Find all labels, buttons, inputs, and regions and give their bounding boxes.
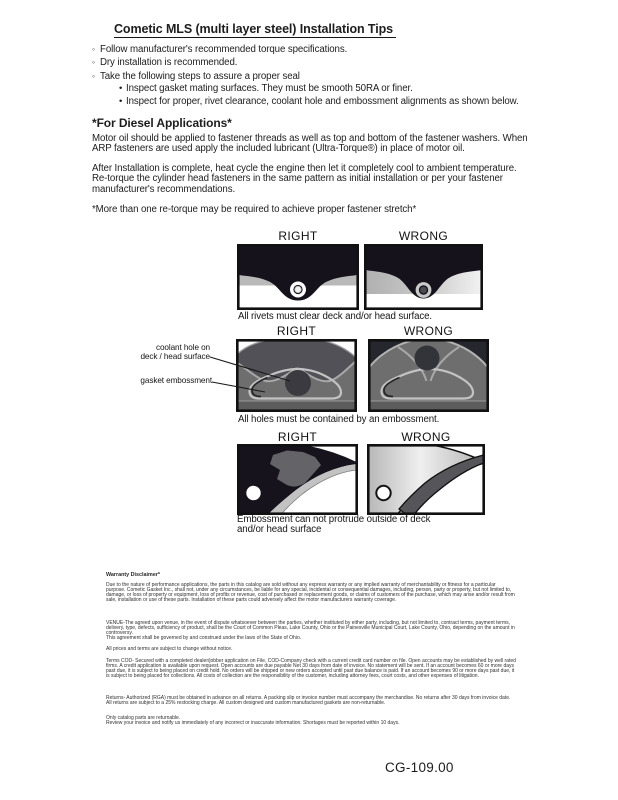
open-bullet-icon: ◦ [92, 57, 95, 68]
open-bullet-icon: ◦ [92, 70, 95, 81]
open-bullet-icon: ◦ [92, 44, 95, 54]
filled-bullet-icon: • [119, 95, 123, 107]
fig1-wrong-label: WRONG [398, 229, 449, 243]
list-item [92, 56, 552, 69]
fig1-right-label: RIGHT [278, 229, 318, 243]
warranty-disclaimer-heading: Warranty Disclaimer* [106, 572, 161, 578]
sub-list-item [92, 96, 552, 108]
fig1-right-diagram [237, 244, 359, 310]
bolt-hole [246, 486, 260, 500]
venue-paragraph: VENUE-The agreed upon venue, in the event of dispute whatsoever between the parties, whether instituted by either party, including, but not limited to, contract terms, payment terms, delivery, type, defects, sufficiency of product, shall be the Court of Common Pleas, Lake County, Ohio or the Painesville Municipal Court, Lake County, Ohio, depending on the amount in controversy. This agreement shall be governed by and construed under the laws of the State of Ohio. [106, 620, 515, 641]
fig1-caption: All rivets must clear deck and/or head surface. [238, 311, 432, 322]
fig3-right-diagram [237, 444, 358, 515]
fig3-caption: Embossment can not protrude outside of deck and/or head surface [237, 514, 431, 536]
diesel-paragraph-2: After Installation is complete, heat cycle the engine then let it completely cool to ambient temperature. Re-torque the cylinder head fasteners in the same pattern as initial installation or per your fastener manufacturer's recommendations. [92, 163, 517, 195]
fig1-wrong-diagram [364, 244, 483, 310]
embossment-protrusion-wrong-art [367, 444, 485, 515]
installation-tips-list [92, 43, 552, 108]
list-item-text: Inspect for proper, rivet clearance, coolant hole and embossment alignments as shown below. [126, 95, 519, 107]
embossment-protrusion-right-art [237, 444, 358, 515]
gasket-embossment-annotation: gasket embossment [140, 376, 212, 385]
prices-paragraph: All prices and terms are subject to change without notice. [106, 646, 233, 652]
list-item-text: Dry installation is recommended. [100, 57, 238, 69]
list-item-text: Follow manufacturer's recommended torque specifications. [100, 44, 348, 55]
coolant-hole-annotation: coolant hole on deck / head surface [140, 343, 210, 362]
fig3-wrong-label: WRONG [401, 430, 451, 444]
fig2-wrong-diagram [368, 339, 489, 412]
coolant-hole [415, 346, 440, 371]
rivet-clearance-wrong-art [364, 244, 483, 310]
bolt-hole [376, 486, 390, 500]
sub-list-item [92, 83, 552, 95]
list-item [92, 70, 552, 83]
terms-paragraph: Terms COD- Secured with a completed dealer/jobber application on File, COD-Company check with a current credit card number on file. Open accounts may be established by well rated firms. A credit application is available upon request. Open accounts are due payable Net 30 days from date of invoice. No statement will be sent. If an account becomes 60 or more days past due, it is subject to being placed on credit hold. No orders will be shipped or new orders accepted until past due balance is paid. If an account becomes 90 or more days past due, it is subject to being placed for collections. All costs of collection are the responsibility of the customer, including attorney fees, court costs, and other expenses of litigation. [106, 658, 516, 679]
page-title: Cometic MLS (multi layer steel) Installation Tips [114, 22, 396, 38]
catalog-returns-paragraph: Only catalog parts are returnable. Review your invoice and notify us immediately of any incorrect or inaccurate information. Shortages must be reported within 10 days. [106, 715, 400, 726]
list-item-text: Inspect gasket mating surfaces. They must be smooth 50RA or finer. [126, 83, 413, 95]
retorque-note: *More than one re-torque may be required to achieve proper fastener stretch* [92, 204, 417, 215]
fig2-right-label: RIGHT [276, 324, 317, 338]
diesel-paragraph-1: Motor oil should be applied to fastener threads as well as top and bottom of the fastener washers. When ARP fasteners are used apply the included lubricant (Ultra-Torque®) in place of motor oil. [92, 133, 528, 155]
fig3-wrong-diagram [367, 444, 485, 515]
rivet-clearance-right-art [237, 244, 359, 310]
returns-paragraph: Returns- Authorized (RGA) must be obtained in advance on all returns. A packing slip or invoice number must accompany the merchandise. No returns after 30 days from invoice date. All returns are subject to a 25% restocking charge. All custom designed and custom manufactured gaskets are non-returnable. [106, 695, 511, 706]
annotation-leader-lines [205, 350, 305, 400]
warranty-paragraph: Due to the nature of performance applications, the parts in this catalog are sold without any express warranty or any implied warranty of merchantability or fitness for a particular purpose. Cometic Gasket Inc., shall not, under any circumstances, be liable for any special, incidental or consequential damages, including, person, party or property, but not limited to, damage, or loss of property or equipment, loss of profits or revenue, cost of purchased or replacement goods, or claims of customers of the purchase, which may arise and/or result from sale, installation or use of these parts. Installation of these parts could adversely affect the motor manufacturers warranty coverage. [106, 582, 515, 603]
embossment-containment-wrong-art [368, 339, 489, 412]
list-item [92, 43, 552, 56]
list-item-text: Take the following steps to assure a proper seal [100, 70, 300, 82]
fig3-right-label: RIGHT [277, 430, 318, 444]
fig2-caption: All holes must be contained by an embossment. [238, 414, 440, 425]
page-number: CG-109.00 [385, 760, 454, 775]
fig2-wrong-label: WRONG [403, 324, 454, 338]
filled-bullet-icon: • [119, 83, 123, 95]
diesel-section-heading: *For Diesel Applications* [92, 116, 232, 130]
